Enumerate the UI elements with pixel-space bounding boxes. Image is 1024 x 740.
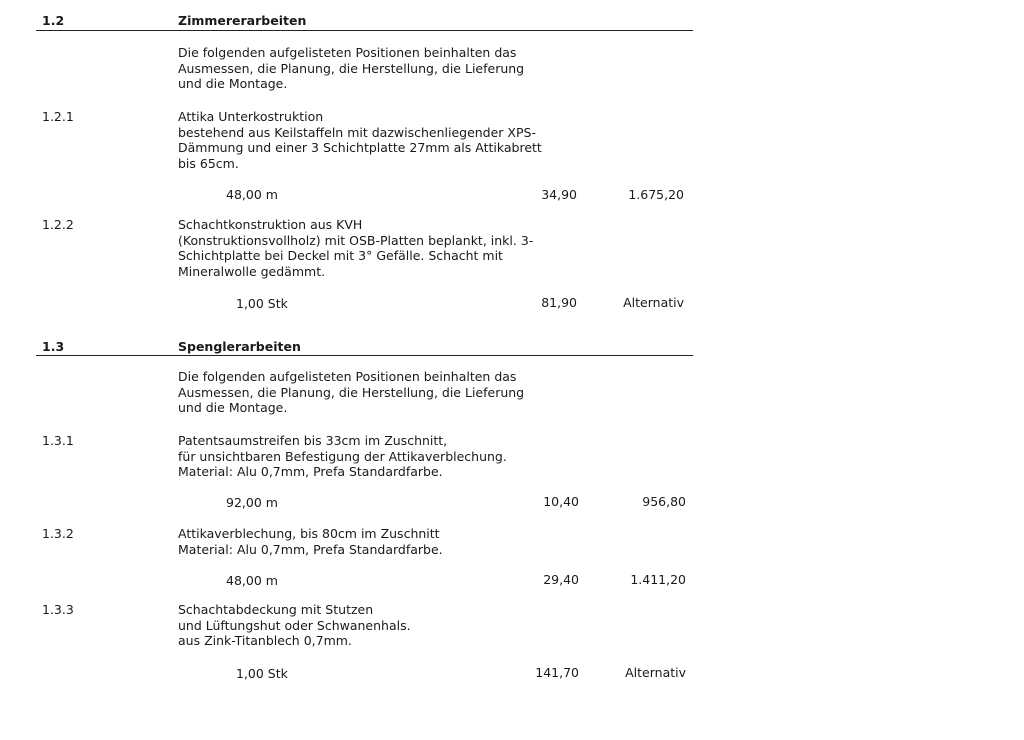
item-total: Alternativ bbox=[623, 295, 684, 310]
item-total: Alternativ bbox=[625, 665, 686, 680]
item-quantity: 1,00 Stk bbox=[236, 296, 288, 311]
item-description: Schachtkonstruktion aus KVH (Konstruktionsvollholz) mit OSB-Platten beplankt, inkl. 3- Schichtplatte bei Deckel mit 3° Gefälle. Schacht mit Mineralwolle gedämmt. bbox=[178, 217, 534, 279]
section-number: 1.2 bbox=[42, 13, 65, 28]
section-divider bbox=[36, 355, 693, 356]
section-intro: Die folgenden aufgelisteten Positionen beinhalten das Ausmessen, die Planung, die Herstellung, die Lieferung und die Montage. bbox=[178, 369, 525, 416]
section-title: Zimmererarbeiten bbox=[178, 13, 307, 28]
item-unit-price: 81,90 bbox=[541, 295, 577, 310]
item-unit-price: 34,90 bbox=[541, 187, 577, 202]
item-quantity: 1,00 Stk bbox=[236, 666, 288, 681]
item-number: 1.3.2 bbox=[42, 526, 74, 541]
item-number: 1.2.2 bbox=[42, 217, 74, 232]
item-total: 1.675,20 bbox=[628, 187, 684, 202]
section-intro: Die folgenden aufgelisteten Positionen beinhalten das Ausmessen, die Planung, die Herstellung, die Lieferung und die Montage. bbox=[178, 45, 525, 92]
section-divider bbox=[36, 30, 693, 31]
item-unit-price: 141,70 bbox=[535, 665, 579, 680]
item-unit-price: 10,40 bbox=[543, 494, 579, 509]
section-title: Spenglerarbeiten bbox=[178, 339, 301, 354]
item-number: 1.3.1 bbox=[42, 433, 74, 448]
item-number: 1.2.1 bbox=[42, 109, 74, 124]
item-number: 1.3.3 bbox=[42, 602, 74, 617]
item-total: 956,80 bbox=[642, 494, 686, 509]
item-quantity: 92,00 m bbox=[226, 495, 278, 510]
item-unit-price: 29,40 bbox=[543, 572, 579, 587]
section-number: 1.3 bbox=[42, 339, 65, 354]
item-description: Attika Unterkostruktion bestehend aus Keilstaffeln mit dazwischenliegender XPS- Dämmung und einer 3 Schichtplatte 27mm als Attikabrett bis 65cm. bbox=[178, 109, 542, 171]
item-quantity: 48,00 m bbox=[226, 187, 278, 202]
item-description: Patentsaumstreifen bis 33cm im Zuschnitt, für unsichtbaren Befestigung der Attikaverblechung. Material: Alu 0,7mm, Prefa Standardfarbe. bbox=[178, 433, 507, 480]
item-description: Attikaverblechung, bis 80cm im Zuschnitt Material: Alu 0,7mm, Prefa Standardfarbe. bbox=[178, 526, 443, 557]
item-total: 1.411,20 bbox=[630, 572, 686, 587]
item-description: Schachtabdeckung mit Stutzen und Lüftungshut oder Schwanenhals. aus Zink-Titanblech 0,7mm. bbox=[178, 602, 411, 649]
item-quantity: 48,00 m bbox=[226, 573, 278, 588]
